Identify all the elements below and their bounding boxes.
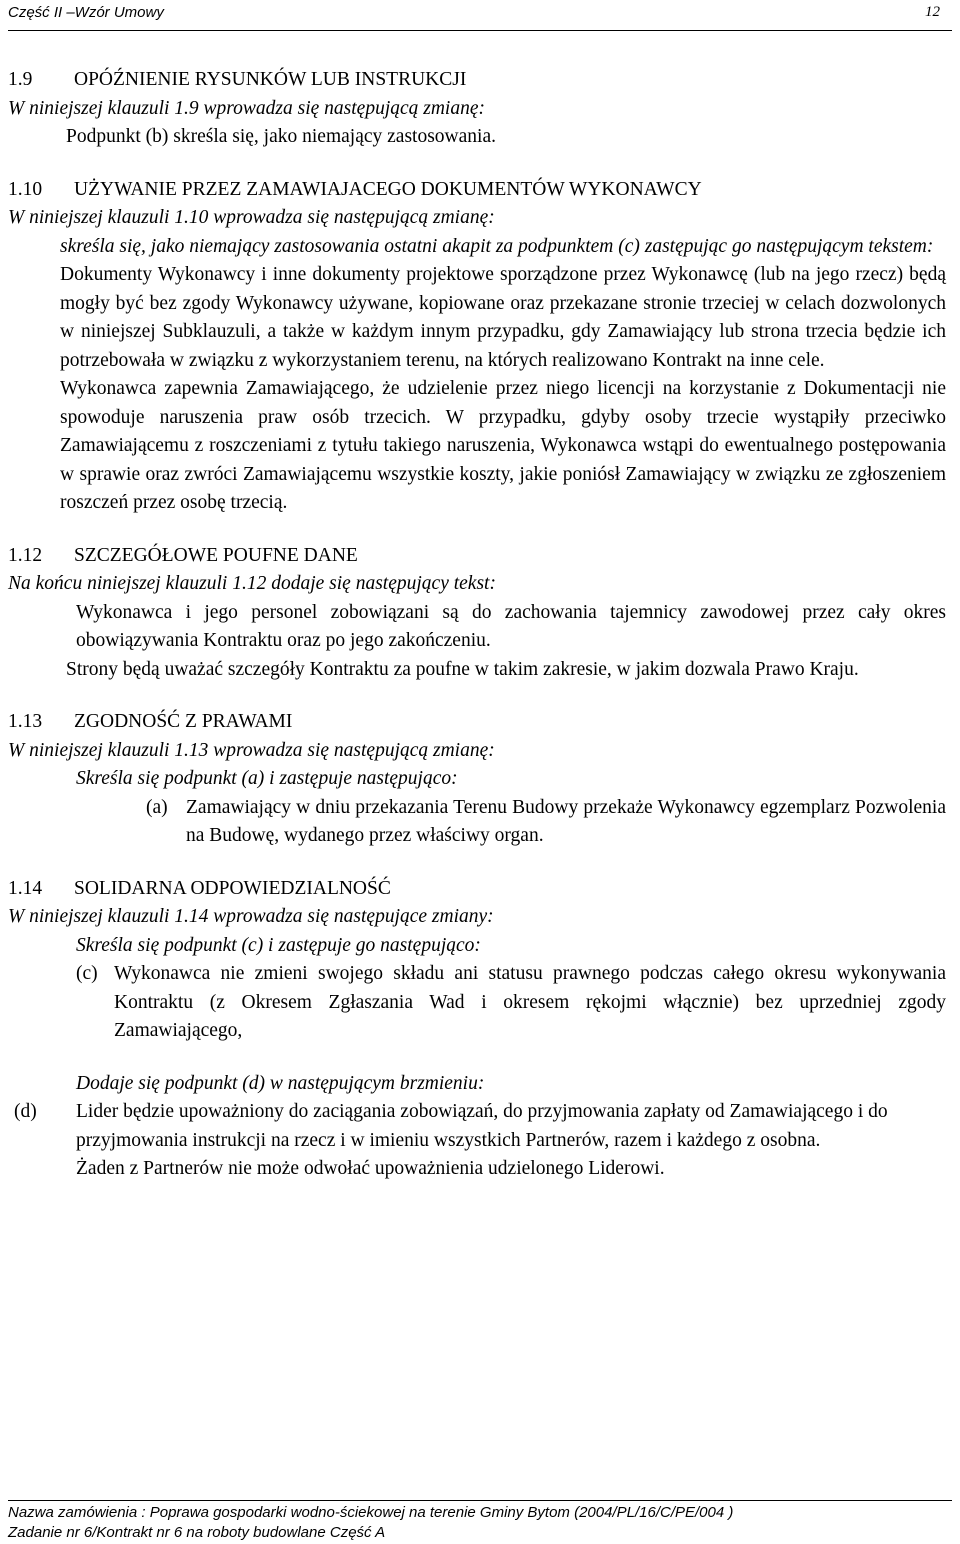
section-intro: W niniejszej klauzuli 1.14 wprowadza się następujące zmiany: xyxy=(8,906,494,927)
section-paragraph: Wykonawca zapewnia Zamawiającego, że udzielenie przez niego licencji na korzystanie z Dokumentacji nie spowoduje naruszenia praw osób trzecich. W przypadku, gdyby osoby trzecie wystąpiły przeciwko Zamawiającemu z roszczeniami z tytułu takiego naruszenia, Wykonawca wstąpi do ewentualnego postępowania w sprawie oraz zwróci Zamawiającemu wszystkie koszty, jakie poniósł Zamawiający w związku ze zgłoszeniem roszczeń przez osobę trzecią. xyxy=(60,378,946,513)
section-heading-1-10 xyxy=(8,176,946,205)
item-text: Lider będzie upoważniony do zaciągania zobowiązań, do przyjmowania zapłaty od Zamawiającego i do przyjmowania instrukcji na rzecz i w imieniu wszystkich Partnerów, razem i każdego z osobna. xyxy=(76,1101,888,1151)
list-item-a xyxy=(8,794,946,851)
section-instruction: Dodaje się podpunkt (d) w następującym brzmieniu: xyxy=(76,1072,485,1094)
footer-line-2: Zadanie nr 6/Kontrakt nr 6 na roboty budowlane Część A xyxy=(8,1524,386,1541)
section-title: SZCZEGÓŁOWE POUFNE DANE xyxy=(74,544,358,566)
section-number: 1.13 xyxy=(8,711,43,732)
section-paragraph: Strony będą uważać szczegóły Kontraktu za poufne w takim zakresie, w jakim dozwala Prawo Kraju. xyxy=(66,658,859,680)
page-number: 12 xyxy=(925,4,940,20)
section-heading-1-12 xyxy=(8,542,946,571)
document-body xyxy=(8,66,946,1184)
list-item-c xyxy=(8,960,946,1046)
section-title: ZGODNOŚĆ Z PRAWAMI xyxy=(74,711,293,732)
section-instruction: skreśla się, jako niemający zastosowania ostatni akapit za podpunktem (c) zastępując go następującym tekstem: xyxy=(60,235,934,257)
section-number: 1.14 xyxy=(8,877,43,899)
section-paragraph: Żaden z Partnerów nie może odwołać upoważnienia udzielonego Liderowi. xyxy=(76,1158,665,1179)
section-text: Podpunkt (b) skreśla się, jako niemający zastosowania. xyxy=(66,126,496,147)
section-intro: W niniejszej klauzuli 1.10 wprowadza się następującą zmianę: xyxy=(8,207,495,228)
item-text: Zamawiający w dniu przekazania Terenu Budowy przekaże Wykonawcy egzemplarz Pozwolenia na Budowę, wydanego przez właściwy organ. xyxy=(186,796,946,846)
page-footer xyxy=(8,1500,952,1543)
section-number: 1.12 xyxy=(8,544,43,566)
header-title: Część II –Wzór Umowy xyxy=(8,4,164,21)
section-title: UŻYWANIE PRZEZ ZAMAWIAJACEGO DOKUMENTÓW WYKONAWCY xyxy=(74,178,702,200)
footer-line-1: Nazwa zamówienia : Poprawa gospodarki wodno-ściekowej na terenie Gminy Bytom (2004/PL/16/C/PE/004 ) xyxy=(8,1504,734,1521)
section-paragraph: Wykonawca i jego personel zobowiązani są do zachowania tajemnicy zawodowej przez cały okres obowiązywania Kontraktu oraz po jego zakończeniu. xyxy=(76,601,946,651)
section-number: 1.10 xyxy=(8,178,43,200)
section-paragraph: Dokumenty Wykonawcy i inne dokumenty projektowe sporządzone przez Wykonawcę (lub na jego rzecz) będą mogły być bez zgody Wykonawcy używane, kopiowane oraz przekazane stronie trzeciej w celach dozwolonych w niniejszej Subklauzuli, a także w każdym innym przypadku, gdy Zamawiający lub strona trzecia będzie ich potrzebowała w związku z wykorzystaniem terenu, na których realizowano Kontrakt na inne cele. xyxy=(60,264,946,371)
section-heading-1-9 xyxy=(8,66,946,95)
section-number: 1.9 xyxy=(8,69,33,90)
item-label: (a) xyxy=(146,796,168,818)
section-heading-1-13 xyxy=(8,708,946,737)
section-intro: W niniejszej klauzuli 1.13 wprowadza się następującą zmianę: xyxy=(8,739,495,761)
item-label: (c) xyxy=(76,963,98,984)
list-item-d xyxy=(8,1098,946,1155)
section-heading-1-14 xyxy=(8,875,946,904)
section-intro: Na końcu niniejszej klauzuli 1.12 dodaje się następujący tekst: xyxy=(8,573,496,594)
section-instruction: Skreśla się podpunkt (c) i zastępuje go następująco: xyxy=(76,934,481,956)
page-header xyxy=(8,0,952,31)
section-instruction: Skreśla się podpunkt (a) i zastępuje następująco: xyxy=(76,768,458,789)
item-label: (d) xyxy=(14,1101,37,1122)
section-title: OPÓŹNIENIE RYSUNKÓW LUB INSTRUKCJI xyxy=(74,69,467,90)
item-text: Wykonawca nie zmieni swojego składu ani statusu prawnego podczas całego okresu wykonywania Kontraktu (z Okresem Zgłaszania Wad i okresem rękojmi włącznie) bez uprzedniej zgody Zamawiającego, xyxy=(114,963,946,1041)
section-title: SOLIDARNA ODPOWIEDZIALNOŚĆ xyxy=(74,877,391,899)
section-intro: W niniejszej klauzuli 1.9 wprowadza się następującą zmianę: xyxy=(8,97,485,119)
